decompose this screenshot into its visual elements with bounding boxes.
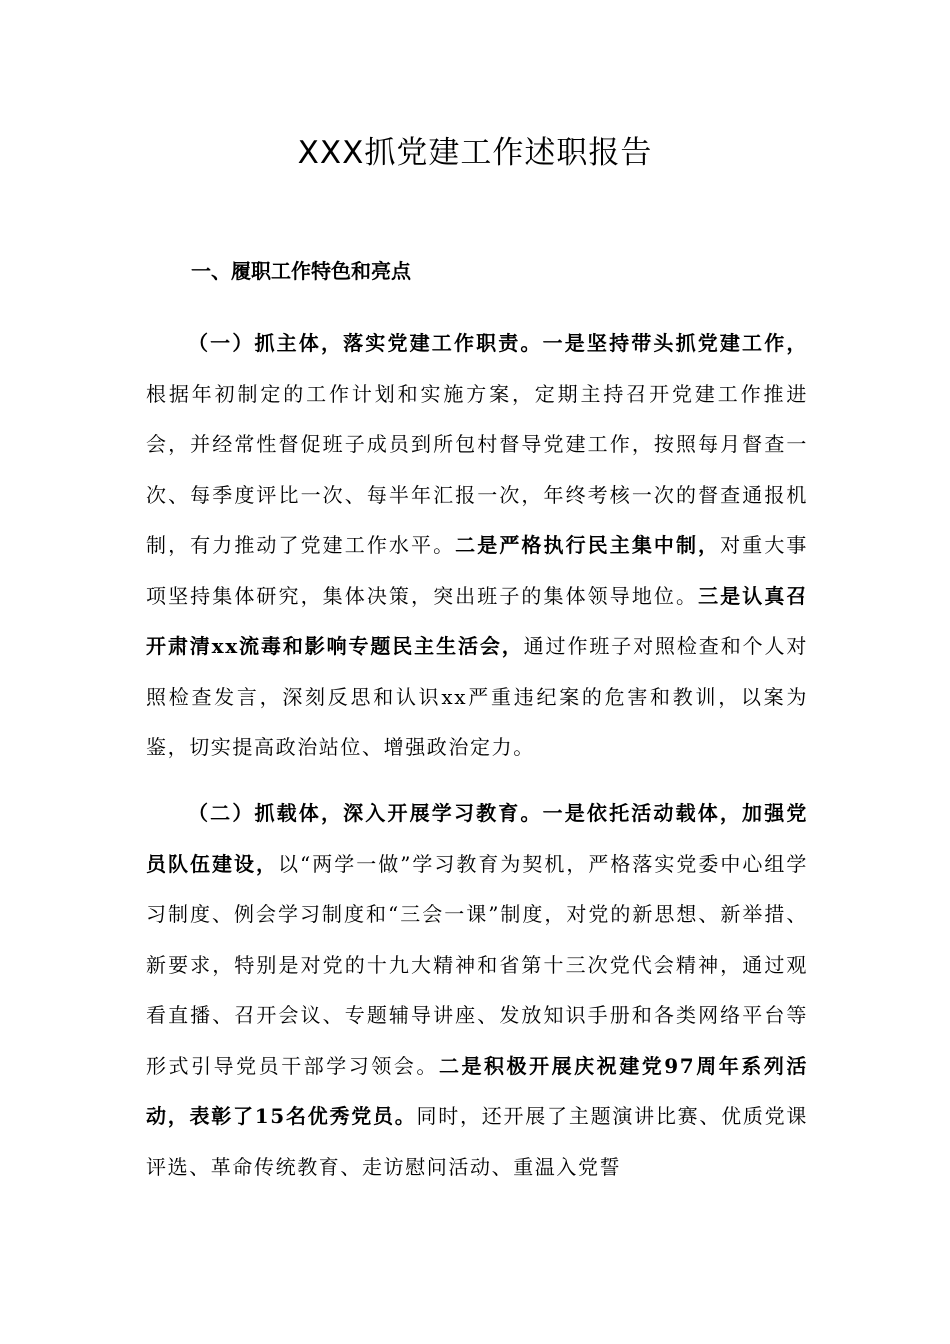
paragraph-1-text-3: 通过作班子对照检查和个人对照检查发言，深刻反思和认识xx严重违纪案的危害和教训，以案为鉴，切实提高政治站位、增强政治定力。 xyxy=(146,634,808,759)
document-title: XXX抓党建工作述职报告 xyxy=(297,135,653,171)
section-heading: 一、履职工作特色和亮点 xyxy=(191,259,411,283)
paragraph-1-text-1: 根据年初制定的工作计划和实施方案，定期主持召开党建工作推进会，并经常性督促班子成员到所包村督导党建工作，按照每月督查一次、每季度评比一次、每半年汇报一次，年终考核一次的督查通报机制，有力推动了党建工作水平。 xyxy=(146,381,808,557)
paragraph-1-lead: （一）抓主体，落实党建工作职责。一是坚持带头抓党建工作， xyxy=(188,331,808,355)
paragraph-2-point-2: 二是积极开展庆祝建党97周年系列活动，表彰了15名优秀党员。 xyxy=(146,1053,808,1128)
paragraph-1-point-2: 二是严格执行民主集中制， xyxy=(455,533,721,557)
paragraph-2 xyxy=(146,788,808,1192)
paragraph-1-point-3: 三是认真召开肃清xx流毒和影响专题民主生活会， xyxy=(146,583,809,658)
paragraph-2-text-2: 同时，还开展了主题演讲比赛、优质党课评选、革命传统教育、走访慰问活动、重温入党誓 xyxy=(146,1104,808,1179)
paragraph-2-lead: （二）抓载体，深入开展学习教育。一是依托活动载体，加强党员队伍建设， xyxy=(146,801,808,876)
paragraph-1-text-2: 对重大事项坚持集体研究，集体决策，突出班子的集体领导地位。 xyxy=(146,533,809,608)
paragraph-1 xyxy=(146,318,808,773)
paragraph-2-text-1: 以“两学一做”学习教育为契机，严格落实党委中心组学习制度、例会学习制度和“三会一课”制度，对党的新思想、新举措、新要求，特别是对党的十九大精神和省第十三次党代会精神，通过观看直播、召开会议、专题辅导讲座、发放知识手册和各类网络平台等形式引导党员干部学习领会。 xyxy=(146,851,808,1078)
